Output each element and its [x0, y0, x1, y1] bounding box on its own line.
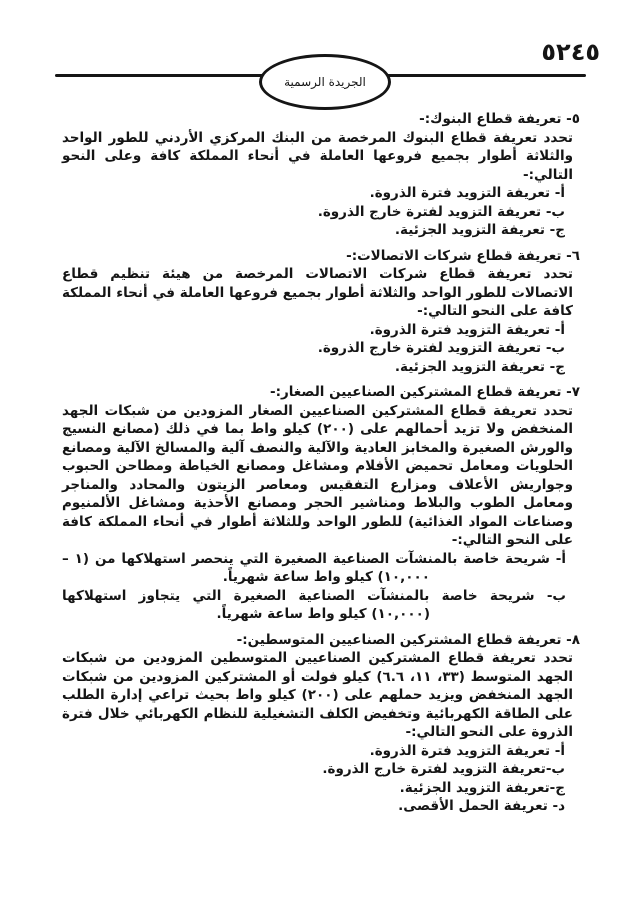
- tariff-item: أ- تعريفة التزويد فترة الذروة.: [369, 742, 565, 759]
- section-banks-tariff: [62, 110, 580, 240]
- section-paragraph: تحدد تعريفة قطاع المشتركين الصناعيين المتوسطين المزودين من شبكات الجهد المتوسط (٣٣، ١١، ٦.٦) كيلو فولت أو المشتركين المزودين من شبكات الجهد المنخفض ويزيد حملهم على (٢٠٠) كيلو واط بحيث تراعي إدارة الطلب على الطاقة الكهربائية وتخفيض الكلف التشغيلية للنظام الكهربائي خلال فترة الذروة على النحو التالي:-: [62, 650, 573, 740]
- tariff-item: ب-تعريفة التزويد لفترة خارج الذروة.: [322, 761, 565, 777]
- tariff-item: ب- تعريفة التزويد لفترة خارج الذروة.: [317, 203, 565, 220]
- section-heading: ٦- تعريفة قطاع شركات الاتصالات:-: [346, 247, 580, 264]
- tariff-item: ب- تعريفة التزويد لفترة خارج الذروة.: [317, 340, 565, 356]
- section-paragraph: تحدد تعريفة قطاع البنوك المرخصة من البنك المركزي الأردني للطور الواحد والثلاثة أطوار بجميع فروعها العاملة في أنحاء المملكة كافة وعلى النحو التالي:-: [62, 129, 573, 183]
- section-telecom-tariff: [62, 247, 580, 377]
- section-heading: ٧- تعريفة قطاع المشتركين الصناعيين الصغار:-: [269, 384, 580, 400]
- section-paragraph: تحدد تعريفة قطاع المشتركين الصناعيين الصغار المزودين من شبكات الجهد المنخفض ولا تزيد أحمالهم على (٢٠٠) كيلو واط بما في ذلك (مصانع النسيج والورش الصغيرة والمخابز العادية والآلية والنصف آلية والمسالخ الآلية ومصانع الحلويات ومعامل تحميض الأفلام ومشاغل ومصانع الخياطة ومطاحن الحبوب وجواريش الأعلاف ومزارع التفقيس ومعاصر الزيتون والمحادد والمناجر ومعامل الطوب والبلاط ومناشير الحجر ومصانع الأحذية ومشاغل الألمنيوم وصناعات المواد الغذائية) للطور الواحد وللثلاثة أطوار في أنحاء المملكة كافة على النحو التالي:-: [62, 402, 573, 548]
- page-number: ٥٢٤٥: [541, 38, 600, 66]
- tariff-item: أ- تعريفة التزويد فترة الذروة.: [369, 321, 565, 338]
- section-medium-industrial-tariff: [62, 631, 580, 816]
- tariff-item: ج- تعريفة التزويد الجزئية.: [394, 222, 565, 238]
- section-heading: ٥- تعريفة قطاع البنوك:-: [419, 111, 580, 127]
- tariff-item: ب- شريحة خاصة بالمنشآت الصناعية الصغيرة التي يتجاوز استهلاكها (١٠,٠٠٠) كيلو واط ساعة شهرياً.: [62, 587, 566, 622]
- tariff-item: ج- تعريفة التزويد الجزئية.: [394, 358, 565, 375]
- tariff-item: أ- تعريفة التزويد فترة الذروة.: [369, 185, 565, 201]
- gazette-title: الجريدة الرسمية: [284, 75, 366, 89]
- tariff-item: د- تعريفة الحمل الأقصى.: [398, 798, 565, 814]
- section-paragraph: تحدد تعريفة قطاع شركات الاتصالات المرخصة من هيئة تنظيم قطاع الاتصالات للطور الواحد والثلاثة أطوار بجميع فروعها العاملة في أنحاء المملكة كافة على النحو التالي:-: [62, 266, 573, 319]
- section-heading: ٨- تعريفة قطاع المشتركين الصناعيين المتوسطين:-: [236, 631, 580, 648]
- tariff-item: ج-تعريفة التزويد الجزئية.: [399, 779, 565, 796]
- document-body: [62, 110, 580, 816]
- section-small-industrial-tariff: [62, 383, 580, 624]
- tariff-item: أ- شريحة خاصة بالمنشآت الصناعية الصغيرة التي ينحصر استهلاكها من (١ – ١٠,٠٠٠) كيلو واط ساعة شهرياً.: [62, 550, 566, 585]
- gazette-title-seal: [259, 54, 391, 110]
